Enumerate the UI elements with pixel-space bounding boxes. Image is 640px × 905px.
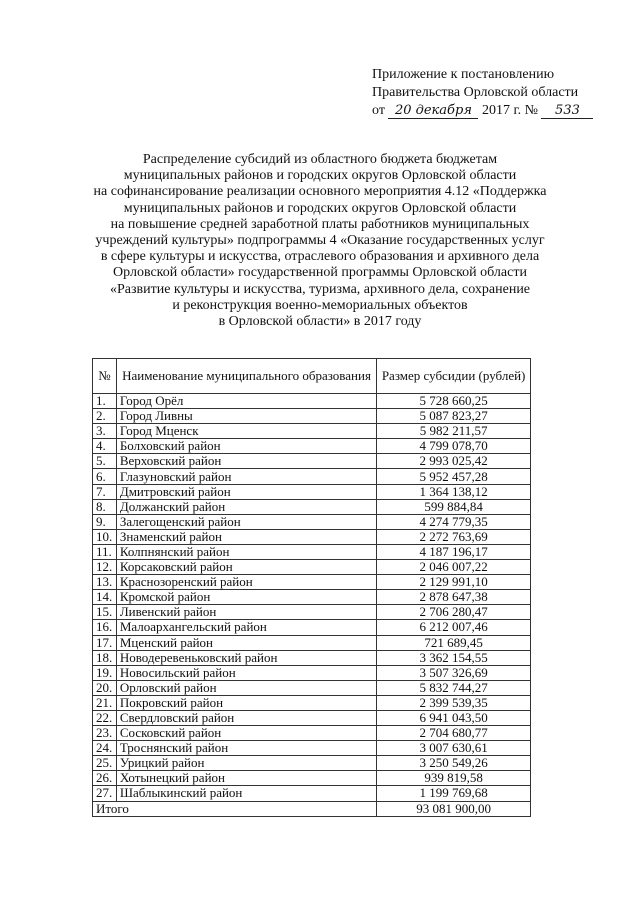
row-name: Залегощенский район [116, 514, 376, 529]
row-number: 22. [93, 710, 117, 725]
table-row [93, 499, 531, 514]
table-row [93, 439, 531, 454]
row-amount: 5 952 457,28 [377, 469, 531, 484]
row-amount: 1 364 138,12 [377, 484, 531, 499]
row-name: Город Орёл [116, 394, 376, 409]
handwritten-number: 533 [541, 103, 593, 119]
row-number: 16. [93, 620, 117, 635]
table-row [93, 544, 531, 559]
row-amount: 5 832 744,27 [377, 680, 531, 695]
row-amount: 6 212 007,46 [377, 620, 531, 635]
table-row [93, 605, 531, 620]
row-name: Хотынецкий район [116, 771, 376, 786]
appendix-year: 2017 г. № [481, 103, 538, 118]
table-row [93, 575, 531, 590]
row-name: Шаблыкинский район [116, 786, 376, 801]
table-row [93, 680, 531, 695]
table-row [93, 786, 531, 801]
row-amount: 4 274 779,35 [377, 514, 531, 529]
appendix-date-line [372, 102, 622, 120]
title-line: Распределение субсидий из областного бюджета бюджетам [142, 152, 498, 167]
title-line: на повышение средней заработной платы работников муниципальных [110, 216, 530, 232]
row-name: Верховский район [116, 454, 376, 469]
row-number: 26. [93, 771, 117, 786]
table-row [93, 771, 531, 786]
appendix-header [372, 66, 622, 120]
row-name: Болховский район [116, 439, 376, 454]
row-amount: 4 799 078,70 [377, 439, 531, 454]
row-name: Знаменский район [116, 529, 376, 544]
total-amount: 93 081 900,00 [377, 801, 531, 816]
table-row [93, 560, 531, 575]
title-line: в Орловской области» в 2017 году [218, 314, 422, 330]
row-number: 17. [93, 635, 117, 650]
table-row [93, 741, 531, 756]
row-amount: 3 250 549,26 [377, 756, 531, 771]
row-number: 7. [93, 484, 117, 499]
row-number: 10. [93, 529, 117, 544]
table-row [93, 650, 531, 665]
table-row [93, 394, 531, 409]
row-name: Город Мценск [116, 424, 376, 439]
row-number: 25. [93, 756, 117, 771]
row-number: 27. [93, 786, 117, 801]
row-name: Урицкий район [116, 756, 376, 771]
table-row [93, 469, 531, 484]
table-row [93, 665, 531, 680]
row-amount: 3 362 154,55 [377, 650, 531, 665]
row-name: Кромской район [116, 590, 376, 605]
row-amount: 939 819,58 [377, 771, 531, 786]
row-name: Троснянский район [116, 741, 376, 756]
row-name: Новодеревеньковский район [116, 650, 376, 665]
row-amount: 6 941 043,50 [377, 710, 531, 725]
row-number: 13. [93, 575, 117, 590]
title-line: в сфере культуры и искусства, отраслевого образования и архивного дела [100, 249, 540, 265]
table-row [93, 454, 531, 469]
row-amount: 4 187 196,17 [377, 544, 531, 559]
row-name: Ливенский район [116, 605, 376, 620]
row-number: 8. [93, 499, 117, 514]
row-amount: 5 982 211,57 [377, 424, 531, 439]
row-name: Свердловский район [116, 710, 376, 725]
table-header-row [93, 359, 531, 394]
row-number: 19. [93, 665, 117, 680]
table-row [93, 514, 531, 529]
row-number: 2. [93, 409, 117, 424]
table-row [93, 409, 531, 424]
title-line: учреждений культуры» подпрограммы 4 «Оказание государственных услуг [95, 233, 545, 249]
row-name: Дмитровский район [116, 484, 376, 499]
table-row [93, 424, 531, 439]
title-line: «Развитие культуры и искусства, туризма, архивного дела, сохранение [109, 281, 531, 297]
row-number: 6. [93, 469, 117, 484]
row-amount: 3 007 630,61 [377, 741, 531, 756]
title-line: муниципальных районов и городских округов Орловской области [123, 200, 517, 216]
row-name: Орловский район [116, 680, 376, 695]
row-amount: 599 884,84 [377, 499, 531, 514]
row-number: 24. [93, 741, 117, 756]
row-number: 18. [93, 650, 117, 665]
row-name: Новосильский район [116, 665, 376, 680]
subsidy-table [92, 358, 531, 817]
table-row [93, 695, 531, 710]
title-line: муниципальных районов и городских округов Орловской области [123, 168, 517, 184]
row-amount: 2 399 539,35 [377, 695, 531, 710]
row-amount: 2 704 680,77 [377, 726, 531, 741]
header-name: Наименование муниципального образования [116, 359, 376, 394]
row-number: 14. [93, 590, 117, 605]
title-line: Орловской области» государственной программы Орловской области [113, 265, 527, 281]
total-row [93, 801, 531, 816]
total-label: Итого [93, 801, 377, 816]
row-number: 4. [93, 439, 117, 454]
row-name: Мценский район [116, 635, 376, 650]
row-name: Колпнянский район [116, 544, 376, 559]
row-number: 21. [93, 695, 117, 710]
appendix-line-1: Приложение к постановлению [372, 67, 555, 82]
title-line: на софинансирование реализации основного мероприятия 4.12 «Поддержка [93, 184, 547, 200]
document-title [60, 152, 580, 330]
row-name: Покровский район [116, 695, 376, 710]
row-amount: 2 878 647,38 [377, 590, 531, 605]
row-amount: 3 507 326,69 [377, 665, 531, 680]
title-line: и реконструкция военно-мемориальных объектов [172, 297, 468, 313]
table-row [93, 710, 531, 725]
header-number: № [93, 359, 117, 394]
table-row [93, 726, 531, 741]
table-row [93, 635, 531, 650]
row-amount: 2 706 280,47 [377, 605, 531, 620]
row-name: Малоархангельский район [116, 620, 376, 635]
row-name: Город Ливны [116, 409, 376, 424]
appendix-line-2: Правительства Орловской области [372, 85, 579, 100]
header-amount: Размер субсидии (рублей) [377, 359, 531, 394]
table-body [93, 394, 531, 802]
row-amount: 2 046 007,22 [377, 560, 531, 575]
row-number: 9. [93, 514, 117, 529]
row-number: 11. [93, 544, 117, 559]
row-amount: 1 199 769,68 [377, 786, 531, 801]
row-amount: 2 993 025,42 [377, 454, 531, 469]
row-name: Краснозоренский район [116, 575, 376, 590]
row-name: Корсаковский район [116, 560, 376, 575]
appendix-prefix: от [372, 103, 385, 118]
row-amount: 5 728 660,25 [377, 394, 531, 409]
row-number: 23. [93, 726, 117, 741]
row-name: Должанский район [116, 499, 376, 514]
row-number: 1. [93, 394, 117, 409]
row-number: 20. [93, 680, 117, 695]
row-number: 5. [93, 454, 117, 469]
row-name: Сосковский район [116, 726, 376, 741]
table-row [93, 756, 531, 771]
row-amount: 2 272 763,69 [377, 529, 531, 544]
handwritten-date: 20 декабря [388, 103, 478, 119]
table-row [93, 590, 531, 605]
row-number: 12. [93, 560, 117, 575]
row-amount: 5 087 823,27 [377, 409, 531, 424]
row-amount: 721 689,45 [377, 635, 531, 650]
table-row [93, 620, 531, 635]
row-name: Глазуновский район [116, 469, 376, 484]
row-number: 3. [93, 424, 117, 439]
table-row [93, 484, 531, 499]
row-amount: 2 129 991,10 [377, 575, 531, 590]
row-number: 15. [93, 605, 117, 620]
table-row [93, 529, 531, 544]
